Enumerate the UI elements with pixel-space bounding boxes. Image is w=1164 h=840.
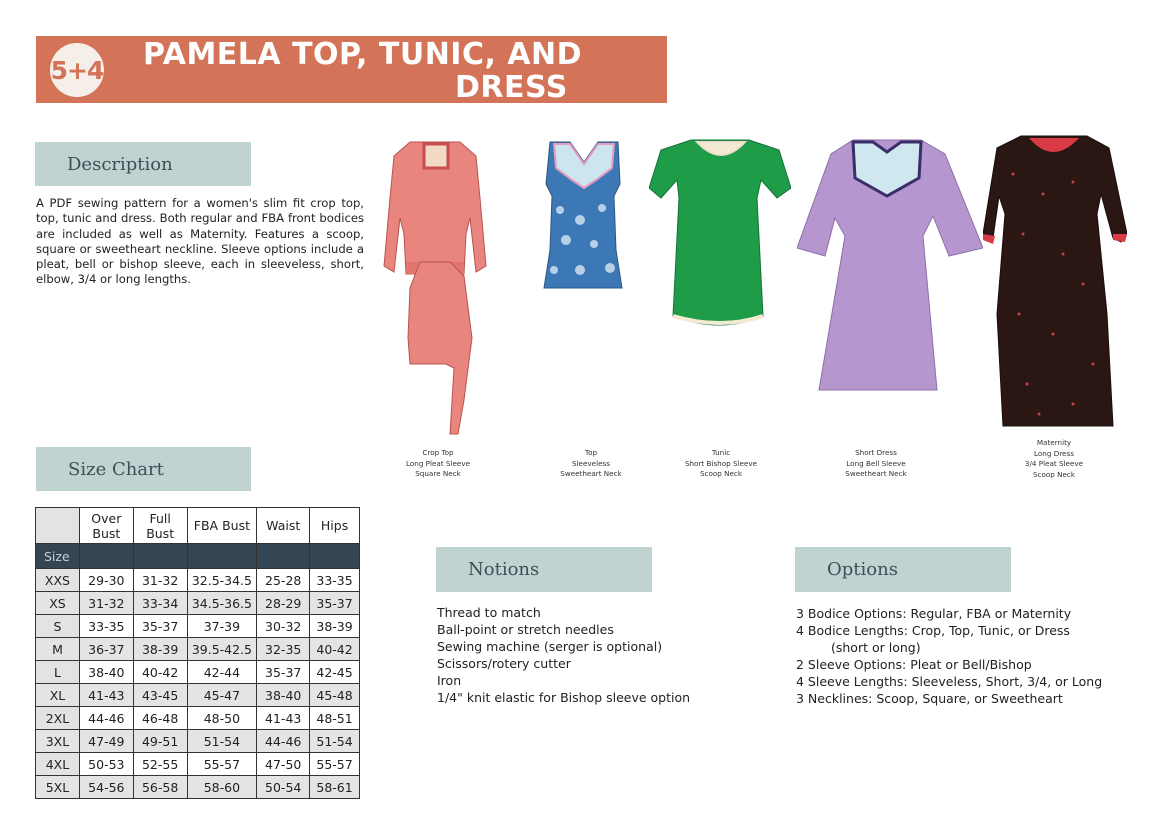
size-chart-heading-text: Size Chart: [68, 458, 164, 480]
options-heading: [795, 547, 1011, 592]
caption-crop-top: [378, 448, 498, 480]
table-cell: 50-54: [257, 776, 310, 799]
maternity-dress-body: [983, 136, 1127, 426]
caption-line: Sweetheart Neck: [560, 469, 622, 478]
table-cell: 32.5-34.5: [187, 569, 257, 592]
brand-logo: [50, 43, 104, 97]
size-cell: 3XL: [36, 730, 80, 753]
table-cell: 43-45: [133, 684, 187, 707]
table-cell: 28-29: [257, 592, 310, 615]
table-corner: [36, 508, 80, 544]
table-row: [36, 569, 360, 592]
table-cell: 58-61: [310, 776, 360, 799]
table-cell: 44-46: [79, 707, 133, 730]
table-cell: 37-39: [187, 615, 257, 638]
table-cell: 48-51: [310, 707, 360, 730]
size-cell: 4XL: [36, 753, 80, 776]
table-cell: 33-35: [79, 615, 133, 638]
table-cell: 47-50: [257, 753, 310, 776]
header-filler: [133, 544, 187, 569]
table-cell: 33-34: [133, 592, 187, 615]
table-cell: 33-35: [310, 569, 360, 592]
table-row: [36, 776, 360, 799]
table-cell: 45-47: [187, 684, 257, 707]
table-cell: 35-37: [257, 661, 310, 684]
table-cell: 29-30: [79, 569, 133, 592]
table-cell: 54-56: [79, 776, 133, 799]
table-cell: 50-53: [79, 753, 133, 776]
table-row: [36, 707, 360, 730]
table-cell: 25-28: [257, 569, 310, 592]
page-title-line-2: DRESS: [455, 70, 568, 105]
table-cell: 55-57: [187, 753, 257, 776]
caption-line: Long Pleat Sleeve: [405, 458, 471, 468]
table-cell: 39.5-42.5: [187, 638, 257, 661]
top-illustration: [540, 140, 630, 292]
table-cell: 31-32: [79, 592, 133, 615]
size-cell: S: [36, 615, 80, 638]
crop-top-back: [408, 262, 472, 434]
list-item: 4 Bodice Lengths: Crop, Top, Tunic, or Dress: [796, 623, 1070, 638]
table-cell: 41-43: [257, 707, 310, 730]
description-heading-text: Description: [67, 153, 173, 175]
options-list: [796, 605, 1102, 707]
column-header: Waist: [257, 508, 310, 544]
column-header: Hips: [310, 508, 360, 544]
table-cell: 35-37: [310, 592, 360, 615]
table-cell: 35-37: [133, 615, 187, 638]
size-cell: L: [36, 661, 80, 684]
list-item: 1/4" knit elastic for Bishop sleeve option: [437, 690, 691, 705]
caption-line: 3/4 Pleat Sleeve: [1024, 459, 1084, 468]
logo-text: 5+4: [50, 55, 104, 85]
header-filler: [257, 544, 310, 569]
size-cell: 2XL: [36, 707, 80, 730]
caption-line: Maternity: [1036, 438, 1072, 447]
header-filler: [187, 544, 257, 569]
list-item: Ball-point or stretch needles: [437, 622, 614, 637]
table-cell: 46-48: [133, 707, 187, 730]
caption-top: [531, 448, 651, 480]
caption-tunic: [661, 448, 781, 480]
list-item: 3 Bodice Options: Regular, FBA or Maternity: [796, 606, 1072, 621]
list-item: 2 Sleeve Options: Pleat or Bell/Bishop: [796, 657, 1032, 672]
table-cell: 44-46: [257, 730, 310, 753]
table-cell: 32-35: [257, 638, 310, 661]
list-item: 4 Sleeve Lengths: Sleeveless, Short, 3/4, or Long: [796, 674, 1103, 689]
table-row: [36, 615, 360, 638]
table-row: [36, 730, 360, 753]
caption-line: Sweetheart Neck: [845, 469, 907, 478]
table-cell: 36-37: [79, 638, 133, 661]
crop-top-illustration: [380, 138, 490, 438]
column-header: Full Bust: [133, 508, 187, 544]
table-cell: 52-55: [133, 753, 187, 776]
table-row: [36, 753, 360, 776]
list-item: (short or long): [831, 640, 921, 655]
maternity-dress-illustration: [983, 134, 1127, 430]
table-cell: 48-50: [187, 707, 257, 730]
caption-line: Sleeveless: [572, 458, 610, 468]
tunic-body: [649, 140, 791, 325]
table-cell: 41-43: [79, 684, 133, 707]
caption-line: Top: [584, 448, 598, 457]
table-cell: 38-40: [257, 684, 310, 707]
table-row: [36, 638, 360, 661]
table-cell: 45-48: [310, 684, 360, 707]
table-cell: 38-40: [79, 661, 133, 684]
table-cell: 30-32: [257, 615, 310, 638]
page-title-line-1: PAMELA TOP, TUNIC, AND: [143, 37, 583, 72]
caption-line: Short Dress: [855, 448, 897, 457]
table-cell: 42-45: [310, 661, 360, 684]
column-header: FBA Bust: [187, 508, 257, 544]
caption-line: Square Neck: [415, 469, 461, 478]
table-cell: 42-44: [187, 661, 257, 684]
list-item: Iron: [437, 673, 462, 688]
size-row-label: Size: [36, 544, 80, 569]
short-dress-illustration: [797, 138, 983, 394]
table-row: [36, 661, 360, 684]
table-cell: 47-49: [79, 730, 133, 753]
caption-line: Crop Top: [422, 448, 454, 457]
list-item: Thread to match: [437, 605, 541, 620]
size-cell: XXS: [36, 569, 80, 592]
caption-line: Scoop Neck: [699, 469, 743, 478]
table-cell: 40-42: [310, 638, 360, 661]
caption-maternity-dress: [994, 438, 1114, 480]
size-cell: XS: [36, 592, 80, 615]
list-item: 3 Necklines: Scoop, Square, or Sweetheart: [796, 691, 1063, 706]
notions-heading: [436, 547, 652, 592]
table-row: [36, 592, 360, 615]
caption-line: Scoop Neck: [1032, 469, 1076, 479]
notions-heading-text: Notions: [468, 559, 540, 580]
table-cell: 34.5-36.5: [187, 592, 257, 615]
table-cell: 49-51: [133, 730, 187, 753]
header-filler: [79, 544, 133, 569]
size-chart-heading: [36, 447, 251, 491]
table-cell: 38-39: [133, 638, 187, 661]
list-item: Scissors/rotery cutter: [437, 656, 571, 671]
table-cell: 58-60: [187, 776, 257, 799]
description-heading: [35, 142, 251, 186]
notions-list: [437, 604, 690, 706]
table-cell: 40-42: [133, 661, 187, 684]
caption-line: Long Bell Sleeve: [846, 458, 906, 468]
table-cell: 38-39: [310, 615, 360, 638]
options-heading-text: Options: [827, 559, 898, 580]
tunic-illustration: [649, 138, 791, 330]
caption-short-dress: [816, 448, 936, 480]
size-cell: 5XL: [36, 776, 80, 799]
table-row: [36, 684, 360, 707]
description-text: A PDF sewing pattern for a women's slim fit crop top, top, tunic and dress. Both regular and FBA front bodices are included as well as Maternity. Features a scoop, square or sweetheart neckline. Sleeve options include a pleat, bell or bishop sleeve, each in sleeveless, short, elbow, 3/4 or long lengths.: [36, 196, 364, 287]
size-cell: XL: [36, 684, 80, 707]
caption-line: Long Dress: [1034, 448, 1074, 458]
size-cell: M: [36, 638, 80, 661]
square-neckline: [424, 144, 448, 168]
table-cell: 51-54: [310, 730, 360, 753]
caption-line: Tunic: [711, 448, 731, 457]
table-cell: 51-54: [187, 730, 257, 753]
size-chart-table: [35, 507, 360, 799]
caption-line: Short Bishop Sleeve: [684, 458, 758, 468]
table-cell: 55-57: [310, 753, 360, 776]
header-filler: [310, 544, 360, 569]
table-cell: 31-32: [133, 569, 187, 592]
column-header: Over Bust: [79, 508, 133, 544]
table-cell: 56-58: [133, 776, 187, 799]
list-item: Sewing machine (serger is optional): [437, 639, 663, 654]
